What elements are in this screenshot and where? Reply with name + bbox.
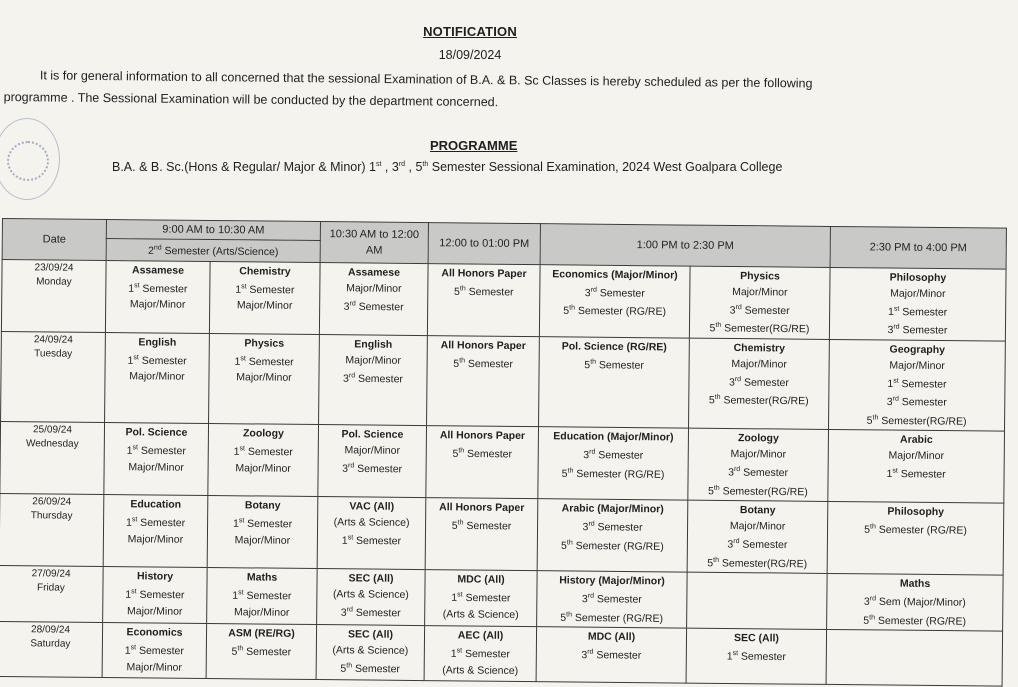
exam-subject: Physics — [244, 336, 285, 350]
exam-subject: Zoology — [737, 432, 779, 445]
exam-cell — [688, 428, 829, 501]
table-row — [1, 331, 1006, 431]
exam-day: Saturday — [30, 638, 71, 650]
exam-subject: SEC (All) — [733, 632, 780, 645]
exam-day: Thursday — [30, 510, 73, 522]
exam-detail: 1st Semester — [341, 534, 402, 548]
exam-subject: SEC (All) — [347, 628, 394, 641]
exam-detail: 1st Semester — [887, 377, 947, 391]
exam-detail: 5th Semester — [453, 356, 513, 370]
exam-detail: Major/Minor — [129, 298, 186, 311]
table-row — [0, 493, 1004, 575]
exam-cell — [208, 423, 319, 496]
exam-subject: Economics — [126, 626, 183, 639]
exam-subject: Geography — [889, 343, 946, 356]
exam-cell — [539, 264, 690, 337]
ordinal-suffix: st — [375, 160, 382, 168]
exam-subject: Chemistry — [733, 341, 786, 355]
exam-subject: All Honors Paper — [440, 338, 526, 352]
exam-detail: Major/Minor — [731, 357, 787, 371]
exam-subject: Chemistry — [239, 264, 291, 278]
exam-cell — [689, 338, 830, 430]
exam-subject: Education (Major/Minor) — [553, 430, 674, 444]
exam-detail: 5th Semester(RG/RE) — [707, 556, 808, 570]
exam-cell — [538, 427, 689, 500]
exam-subject: English — [354, 337, 393, 351]
exam-subject: Pol. Science — [341, 428, 404, 441]
exam-date: 27/09/24 — [31, 568, 71, 580]
exam-subject: All Honors Paper — [439, 501, 525, 515]
header-slot-3: 12:00 to 01:00 PM — [428, 223, 540, 265]
exam-cell — [827, 573, 1004, 631]
notification-body-line-2: programme . The Sessional Examination will be conducted by the department concerned. — [3, 89, 499, 110]
header-slot-2: 10:30 AM to 12:00 AM — [320, 222, 428, 264]
exam-cell — [829, 267, 1006, 341]
header-slot-5: 2:30 PM to 4:00 PM — [830, 226, 1006, 268]
exam-detail: Major/Minor — [890, 287, 946, 300]
exam-cell — [425, 498, 538, 571]
exam-cell — [319, 334, 428, 426]
exam-cell — [209, 261, 320, 334]
exam-subject: Assamese — [347, 265, 401, 279]
exam-detail: Major/Minor — [888, 449, 945, 463]
subheader-part: 2 — [147, 244, 154, 257]
exam-detail: Major/Minor — [234, 533, 291, 547]
exam-detail: 3rd Semester — [727, 538, 788, 552]
exam-detail: Major/Minor — [235, 461, 291, 475]
exam-detail: (Arts & Science) — [442, 663, 519, 677]
exam-cell — [317, 497, 426, 570]
exam-detail: Major/Minor — [233, 605, 290, 619]
exam-subject: VAC (All) — [349, 500, 395, 513]
exam-day: Monday — [36, 275, 72, 288]
exam-detail: Major/Minor — [346, 281, 402, 295]
exam-schedule-body — [0, 259, 1006, 686]
exam-detail: 1st Semester — [125, 588, 185, 602]
exam-cell — [102, 622, 207, 678]
exam-subject: SEC (All) — [348, 572, 394, 585]
exam-cell — [686, 628, 827, 684]
exam-subject: Botany — [739, 504, 776, 517]
exam-detail: 1st Semester — [233, 445, 293, 459]
exam-subject: Botany — [244, 499, 281, 512]
exam-detail: 5th Semester (RG/RE) — [560, 610, 664, 625]
exam-detail: 1st Semester — [127, 353, 187, 367]
exam-cell — [316, 625, 425, 681]
exam-detail: (Arts & Science) — [442, 607, 519, 621]
exam-date: 26/09/24 — [32, 496, 72, 508]
exam-cell — [319, 262, 428, 335]
exam-detail: Major/Minor — [889, 359, 945, 372]
exam-detail: 1st Semester — [124, 644, 184, 658]
exam-detail: 1st Semester — [726, 650, 786, 664]
programme-subtitle-part: Semester Sessional Examination, 2024 West Goalpara College — [428, 160, 783, 174]
exam-detail: Major/Minor — [128, 460, 184, 474]
date-cell — [0, 421, 105, 494]
exam-detail: (Arts & Science) — [333, 516, 410, 529]
exam-subject: MDC (All) — [457, 573, 505, 586]
exam-detail: 3rd Sem (Major/Minor) — [863, 595, 966, 609]
table-row — [0, 565, 1003, 631]
subheader-part: Semester (Arts/Science) — [161, 245, 279, 259]
exam-cell — [207, 567, 318, 624]
exam-subject: Philosophy — [887, 505, 945, 519]
exam-detail: 3rd Semester — [583, 448, 644, 462]
ordinal-suffix: th — [422, 160, 429, 168]
exam-detail: 5th Semester — [452, 447, 513, 461]
exam-schedule-table-wrapper — [0, 218, 1008, 677]
exam-detail: 5th Semester(RG/RE) — [707, 484, 808, 498]
exam-detail: Major/Minor — [126, 660, 182, 674]
exam-date: 23/09/24 — [34, 261, 74, 274]
table-row — [0, 421, 1005, 503]
table-row — [0, 621, 1003, 686]
header-slot-4: 1:00 PM to 2:30 PM — [540, 224, 830, 267]
exam-subject: AEC (All) — [457, 629, 504, 642]
header-slot-1: 9:00 AM to 10:30 AM — [106, 220, 320, 241]
header-date: Date — [2, 219, 106, 260]
exam-detail: 5th Semester — [584, 358, 644, 372]
exam-detail: Major/Minor — [127, 532, 184, 546]
exam-cell — [427, 263, 540, 336]
exam-detail: 3rd Semester — [887, 323, 948, 337]
exam-cell — [687, 572, 828, 629]
exam-cell — [828, 429, 1005, 503]
exam-detail: (Arts & Science) — [332, 588, 409, 601]
exam-subject: Zoology — [242, 427, 284, 440]
exam-subject: ASM (RE/RG) — [228, 627, 295, 640]
exam-detail: 3rd Semester — [581, 648, 642, 662]
exam-detail: 5th Semester — [231, 645, 292, 659]
exam-detail: 1st Semester — [451, 591, 511, 605]
exam-detail: 1st Semester — [232, 517, 293, 531]
notification-body — [4, 64, 919, 118]
exam-detail: 1st Semester — [450, 647, 510, 661]
exam-subject: All Honors Paper — [441, 266, 527, 280]
exam-detail: 1st Semester — [128, 281, 188, 295]
exam-cell — [536, 627, 687, 683]
exam-detail: 1st Semester — [234, 354, 294, 368]
exam-subject: Arabic — [900, 433, 933, 446]
exam-cell — [424, 626, 537, 682]
exam-detail: 5th Semester — [453, 284, 514, 298]
exam-detail: Major/Minor — [129, 370, 185, 383]
exam-detail: Major/Minor — [236, 371, 292, 384]
date-cell — [0, 565, 103, 622]
exam-cell — [103, 494, 208, 567]
exam-detail: 5th Semester (RG/RE) — [560, 538, 664, 553]
exam-cell — [427, 335, 540, 427]
exam-cell — [537, 571, 688, 628]
exam-detail: 3rd Semester — [728, 466, 789, 480]
exam-cell — [826, 629, 1003, 686]
exam-cell — [539, 336, 690, 428]
exam-cell — [425, 570, 538, 627]
exam-detail: 5th Semester (RG/RE) — [561, 466, 665, 481]
exam-detail: 1st Semester — [888, 305, 948, 319]
exam-day: Tuesday — [34, 347, 73, 360]
exam-detail: 5th Semester (RG/RE) — [864, 523, 967, 537]
exam-subject: Arabic (Major/Minor) — [561, 502, 664, 516]
exam-detail: 5th Semester(RG/RE) — [708, 393, 809, 408]
exam-day: Wednesday — [25, 438, 79, 450]
exam-detail: 5th Semester(RG/RE) — [866, 413, 967, 428]
exam-detail: 1st Semester — [235, 282, 295, 296]
seal-emblem-icon — [7, 141, 49, 181]
exam-cell — [829, 339, 1006, 431]
programme-subtitle-part: , 3 — [381, 160, 399, 174]
exam-cell — [105, 260, 210, 333]
exam-detail: 1st Semester — [125, 516, 186, 530]
ordinal-suffix: rd — [398, 160, 406, 168]
exam-detail: 3rd Semester — [584, 286, 645, 300]
exam-detail: 5th Semester (RG/RE) — [563, 304, 667, 318]
exam-subject: Philosophy — [889, 271, 947, 284]
date-cell — [1, 331, 106, 422]
notification-date: 18/09/2024 — [438, 48, 502, 62]
exam-date: 28/09/24 — [31, 624, 71, 636]
programme-subtitle-part: , 5 — [405, 160, 423, 174]
exam-detail: 1st Semester — [886, 467, 946, 481]
exam-subject: Assamese — [131, 263, 185, 277]
exam-cell — [104, 422, 209, 495]
programme-title: PROGRAMME — [430, 138, 518, 153]
exam-day: Friday — [36, 582, 65, 594]
exam-cell — [318, 425, 427, 498]
exam-detail: 3rd Semester — [728, 375, 789, 389]
exam-cell — [105, 332, 210, 423]
exam-subject: Pol. Science (RG/RE) — [561, 339, 667, 353]
exam-detail: Major/Minor — [236, 299, 293, 312]
exam-detail: 3rd Semester — [581, 592, 642, 606]
exam-schedule-table — [0, 218, 1007, 687]
exam-cell — [827, 501, 1004, 575]
exam-detail: 3rd Semester — [886, 395, 947, 409]
exam-detail: Major/Minor — [730, 448, 787, 461]
exam-date: 25/09/24 — [32, 424, 72, 436]
exam-detail: Major/Minor — [344, 444, 401, 457]
exam-detail: 5th Semester(RG/RE) — [709, 321, 810, 336]
exam-cell — [687, 500, 828, 573]
college-seal-stamp — [0, 118, 60, 200]
notification-body-line-1: It is for general information to all concerned that the sessional Examination of B.A. & B. Sc Classes is hereby scheduled as per the following — [39, 68, 813, 91]
exam-subject: All Honors Paper — [439, 429, 526, 443]
exam-cell — [689, 266, 830, 339]
date-cell — [1, 259, 106, 332]
exam-detail: 3rd Semester — [729, 303, 790, 317]
exam-detail: 3rd Semester — [582, 520, 643, 534]
exam-detail: 3rd Semester — [343, 299, 404, 313]
exam-detail: Major/Minor — [345, 353, 401, 367]
exam-cell — [207, 495, 318, 568]
date-cell — [0, 621, 103, 677]
programme-subtitle-part: B.A. & B. Sc.(Hons & Regular/ Major & Minor) 1 — [112, 160, 376, 174]
exam-subject: Education — [130, 498, 182, 511]
date-cell — [0, 493, 104, 566]
exam-cell — [209, 333, 320, 425]
header-slot-1-semester — [106, 239, 320, 263]
exam-subject: Maths — [246, 571, 278, 584]
exam-subject: MDC (All) — [587, 630, 636, 644]
exam-detail: 5th Semester — [340, 662, 401, 676]
exam-subject: Maths — [899, 577, 931, 590]
exam-cell — [206, 623, 317, 679]
exam-detail: Major/Minor — [732, 285, 788, 299]
exam-detail: 1st Semester — [232, 589, 292, 603]
exam-detail: 3rd Semester — [342, 462, 403, 476]
exam-subject: History (Major/Minor) — [559, 574, 665, 588]
exam-cell — [537, 499, 688, 572]
programme-subtitle — [112, 160, 912, 174]
exam-detail: Major/Minor — [729, 520, 786, 533]
exam-subject: Economics (Major/Minor) — [552, 267, 678, 281]
exam-detail: 3rd Semester — [340, 606, 401, 620]
exam-subject: Pol. Science — [125, 426, 188, 439]
ordinal-suffix: nd — [153, 244, 162, 252]
notification-title: NOTIFICATION — [423, 24, 517, 39]
exam-cell — [103, 566, 208, 623]
exam-subject: Physics — [740, 269, 780, 282]
exam-detail: 5th Semester (RG/RE) — [863, 613, 967, 628]
exam-detail: Major/Minor — [126, 604, 183, 618]
exam-detail: 1st Semester — [126, 444, 186, 458]
exam-detail: 3rd Semester — [342, 371, 404, 385]
exam-subject: History — [136, 570, 174, 583]
exam-subject: English — [138, 335, 177, 349]
exam-detail: (Arts & Science) — [332, 644, 409, 657]
exam-detail: 5th Semester — [451, 519, 512, 533]
exam-cell — [426, 426, 539, 499]
exam-cell — [317, 569, 426, 626]
table-row — [1, 259, 1006, 341]
exam-date: 24/09/24 — [33, 333, 73, 346]
